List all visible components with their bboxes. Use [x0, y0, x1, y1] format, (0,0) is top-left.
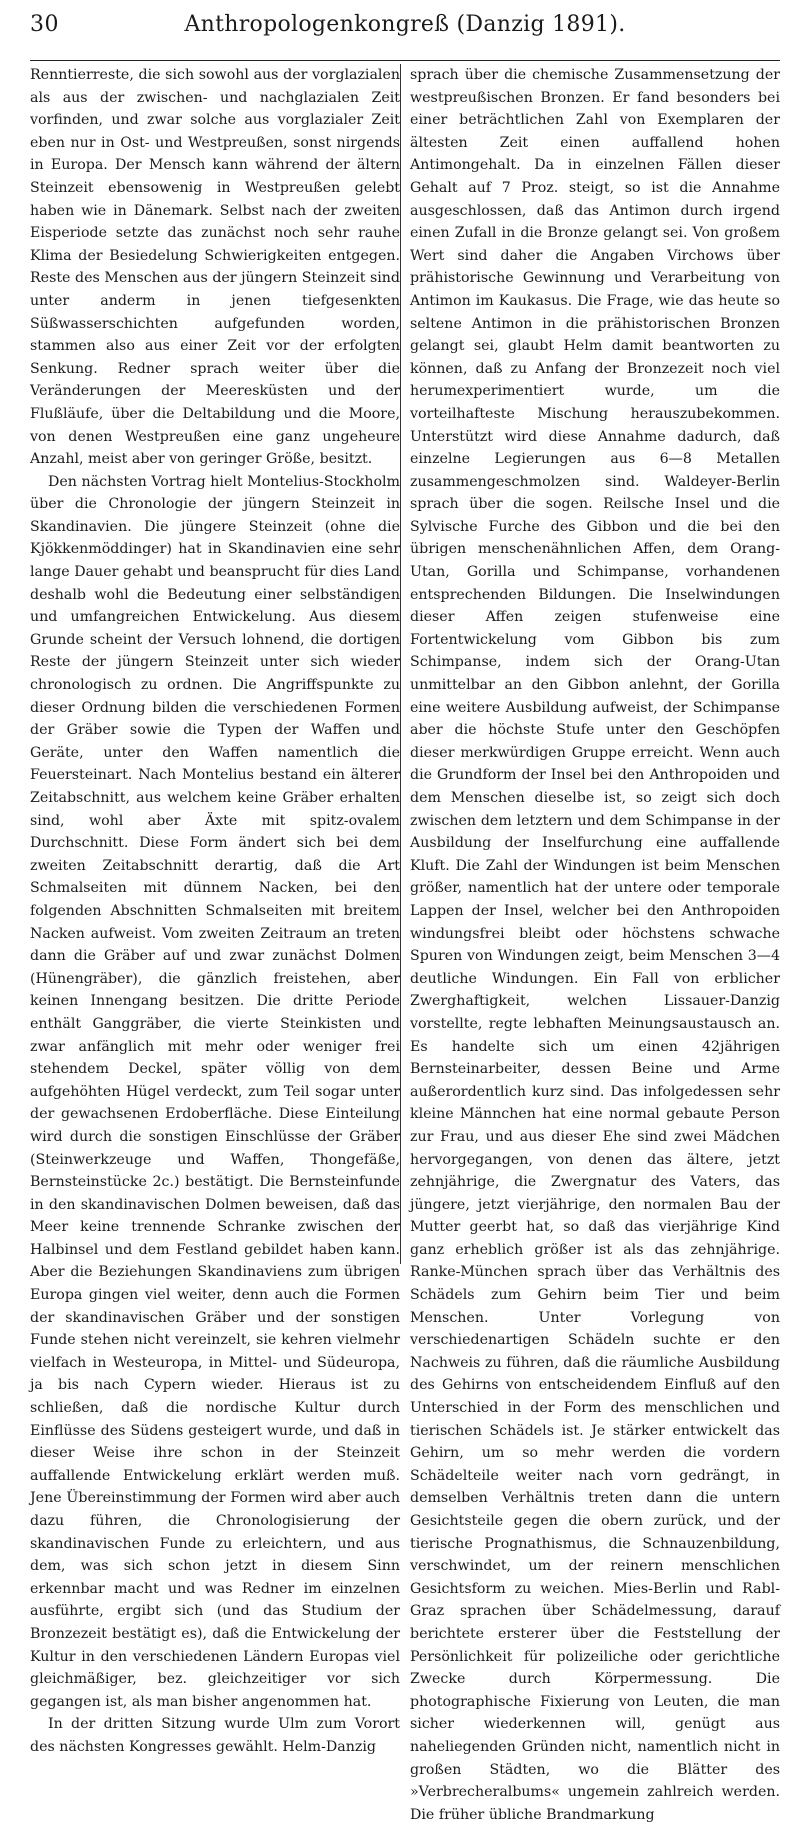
paragraph: sprach über die chemische Zusammensetzung der westpreußischen Bronzen. Er fand besonders bei einer beträchtlichen Zahl von Exemplaren der ältesten Zeit einen auffallend hohen Antimongehalt. Da in einzelnen Fällen dieser Gehalt auf 7 Proz. steigt, so ist die Annahme ausgeschlossen, daß das Antimon durch irgend einen Zufall in die Bronze gelangt sei. Von großem Wert sind daher die Angaben Virchows über prähistorische Gewinnung und Verarbeitung von Antimon im Kaukasus. Die Frage, wie das heute so seltene Antimon in die prähistorischen Bronzen gelangt sei, glaubt Helm damit beantworten zu können, daß zu Anfang der Bronzezeit noch viel herumexperimentiert wurde, um die vorteilhafteste Mischung herauszubekommen. Unterstützt wird diese Annahme dadurch, daß einzelne Legierungen aus 6—8 Metallen zusammengeschmolzen sind. Waldeyer-Berlin sprach über die sogen. Reilsche Insel und die Sylvische Furche des Gibbon und die bei den übrigen menschenähnlichen Affen, dem Orang-Utan, Gorilla und Schimpanse, vorhandenen entsprechenden Bildungen. Die Inselwindungen dieser Affen zeigen stufenweise eine Fortentwickelung vom Gibbon bis zum Schimpanse, indem sich der Orang-Utan unmittelbar an den Gibbon anlehnt, der Gorilla eine weitere Ausbildung aufweist, der Schimpanse aber die höchste Stufe unter den Geschöpfen dieser merkwürdigen Gruppe erreicht. Wenn auch die Grundform der Insel bei den Anthropoiden und dem Menschen dieselbe ist, so zeigt sich doch zwischen dem letztern und dem Schimpanse in der Ausbildung der Inselfurchung eine auffallende Kluft. Die Zahl der Windungen ist beim Menschen größer, namentlich hat der untere oder temporale Lappen der Insel, welcher bei den Anthropoiden windungsfrei bleibt oder höchstens schwache Spuren von Windungen zeigt, beim Menschen 3—4 deutliche Windungen. Ein Fall von erblicher Zwerghaftigkeit, welchen Lissauer-Danzig vorstellte, regte lebhaften Meinungsaustausch an. Es handelte sich um einen 42jährigen Bernsteinarbeiter, dessen Beine und Arme außerordentlich kurz sind. Das infolgedessen sehr kleine Männchen hat eine normal gebaute Person zur Frau, und aus dieser Ehe sind zwei Mädchen hervorgegangen, von denen das ältere, jetzt zehnjährige, die Zwergnatur des Vaters, das jüngere, jetzt vierjährige, den normalen Bau der Mutter geerbt hat, so daß das vierjährige Kind ganz erheblich größer ist als das zehnjährige. Ranke-München sprach über das Verhältnis des Schädels zum Gehirn beim Tier und beim Menschen. Unter Vorlegung von verschiedenartigen Schädeln suchte er den Nachweis zu führen, daß die räumliche Ausbildung des Gehirns von entscheidendem Einfluß auf den Unterschied in der Form des menschlichen und tierischen Schädels ist. Je stärker entwickelt das Gehirn, um so mehr werden die vordern Schädelteile weiter nach vorn gedrängt, in demselben Verhältnis treten dann die untern Gesichtsteile gegen die obern zurück, und der tierische Prognathismus, die Schnauzenbildung, verschwindet, um der reinern menschlichen Gesichtsform zu weichen. Mies-Berlin und Rabl-Graz sprachen über Schädelmessung, darauf berichtete ersterer über die Feststellung der Persönlichkeit für polizeiliche oder gerichtliche Zwecke durch Körpermessung. Die photographische Fixierung von Leuten, die man sicher wiederkennen will, genügt aus naheliegenden Gründen nicht, namentlich nicht in großen Städten, wo die Blätter des »Verbrecheralbums« ungemein zahlreich werden. Die früher übliche Brandmarkung: [410, 67, 780, 1823]
column-divider: [400, 64, 401, 1264]
page-header: [30, 12, 780, 52]
running-title: Anthropologenkongreß (Danzig 1891).: [184, 12, 626, 37]
paragraph: Renntierreste, die sich sowohl aus der vorglazialen als aus der zwischen- und nachglazialen Zeit vorfinden, und zwar solche aus vorglazialer Zeit eben nur in Ost- und Westpreußen, sonst nirgends in Europa. Der Mensch kann während der ältern Steinzeit ebensowenig in Westpreußen gelebt haben wie in Dänemark. Selbst nach der zweiten Eisperiode setzte das zunächst noch sehr rauhe Klima der Besiedelung Schwierigkeiten entgegen. Reste des Menschen aus der jüngern Steinzeit sind unter anderm in jenen tiefgesenkten Süßwasserschichten aufgefunden worden, stammen also aus einer Zeit vor der erfolgten Senkung. Redner sprach weiter über die Veränderungen der Meeresküsten und der Flußläufe, über die Deltabildung und die Moore, von denen Westpreußen eine ganz ungeheure Anzahl, meist aber von geringer Größe, besitzt.: [30, 67, 400, 468]
page-number: 30: [30, 12, 59, 37]
paragraph: Den nächsten Vortrag hielt Montelius-Stockholm über die Chronologie der jüngern Steinzeit in Skandinavien. Die jüngere Steinzeit (ohne die Kjökkenmöddinger) hat in Skandinavien eine sehr lange Dauer gehabt und beansprucht für dies Land deshalb wohl die Bedeutung einer selbständigen und umfangreichen Entwickelung. Aus diesem Grunde scheint der Versuch lohnend, die dortigen Reste der jüngern Steinzeit unter sich wieder chronologisch zu ordnen. Die Angriffspunkte zu dieser Ordnung bilden die verschiedenen Formen der Gräber sowie die Typen der Waffen und Geräte, unter den Waffen namentlich die Feuersteinart. Nach Montelius bestand ein älterer Zeitabschnitt, aus welchem keine Gräber erhalten sind, wohl aber Äxte mit spitz-ovalem Durchschnitt. Diese Form ändert sich bei dem zweiten Zeitabschnitt derartig, daß die Art Schmalseiten mit dünnem Nacken, bei den folgenden Abschnitten Schmalseiten mit breitem Nacken aufweist. Vom zweiten Zeitraum an treten dann die Gräber auf und zwar zunächst Dolmen (Hünengräber), die gänzlich freistehen, aber keinen Innengang besitzen. Die dritte Periode enthält Ganggräber, die vierte Steinkisten und zwar anfänglich mit mehr oder weniger frei stehendem Deckel, später völlig von dem aufgehöhten Hügel verdeckt, zum Teil sogar unter der gewachsenen Erdoberfläche. Diese Einteilung wird durch die sonstigen Einschlüsse der Gräber (Steinwerkzeuge und Waffen, Thongefäße, Bernsteinstücke 2c.) bestätigt. Die Bernsteinfunde in den skandinavischen Dolmen beweisen, daß das Meer keine trennende Schranke zwischen der Halbinsel und dem Festland gebildet haben kann. Aber die Beziehungen Skandinaviens zum übrigen Europa gingen viel weiter, denn auch die Formen der skandinavischen Gräber und der sonstigen Funde stehen nicht vereinzelt, sie kehren vielmehr vielfach in Westeuropa, in Mittel- und Südeuropa, ja bis nach Cypern wieder. Hieraus ist zu schließen, daß die nordische Kultur durch Einflüsse des Südens gesteigert wurde, und daß in dieser Weise ihre schon in der Steinzeit auffallende Entwickelung erklärt werden muß. Jene Übereinstimmung der Formen wird aber auch dazu führen, die Chronologisierung der skandinavischen Funde zu erleichtern, und aus dem, was sich schon jetzt in diesem Sinn erkennbar macht und was Redner im einzelnen ausführte, ergibt sich (und das Studium der Bronzezeit bestätigt es), daß die Entwickelung der Kultur in den verschiedenen Ländern Europas viel gleichmäßiger, bez. gleichzeitiger vor sich gegangen ist, als man bisher angenommen hat.: [30, 473, 400, 1710]
paragraph: In der dritten Sitzung wurde Ulm zum Vorort des nächsten Kongresses gewählt. Helm-Danzig: [30, 1716, 400, 1755]
right-column: [410, 64, 780, 1823]
header-rule: [30, 60, 780, 61]
left-column: [30, 64, 400, 1755]
